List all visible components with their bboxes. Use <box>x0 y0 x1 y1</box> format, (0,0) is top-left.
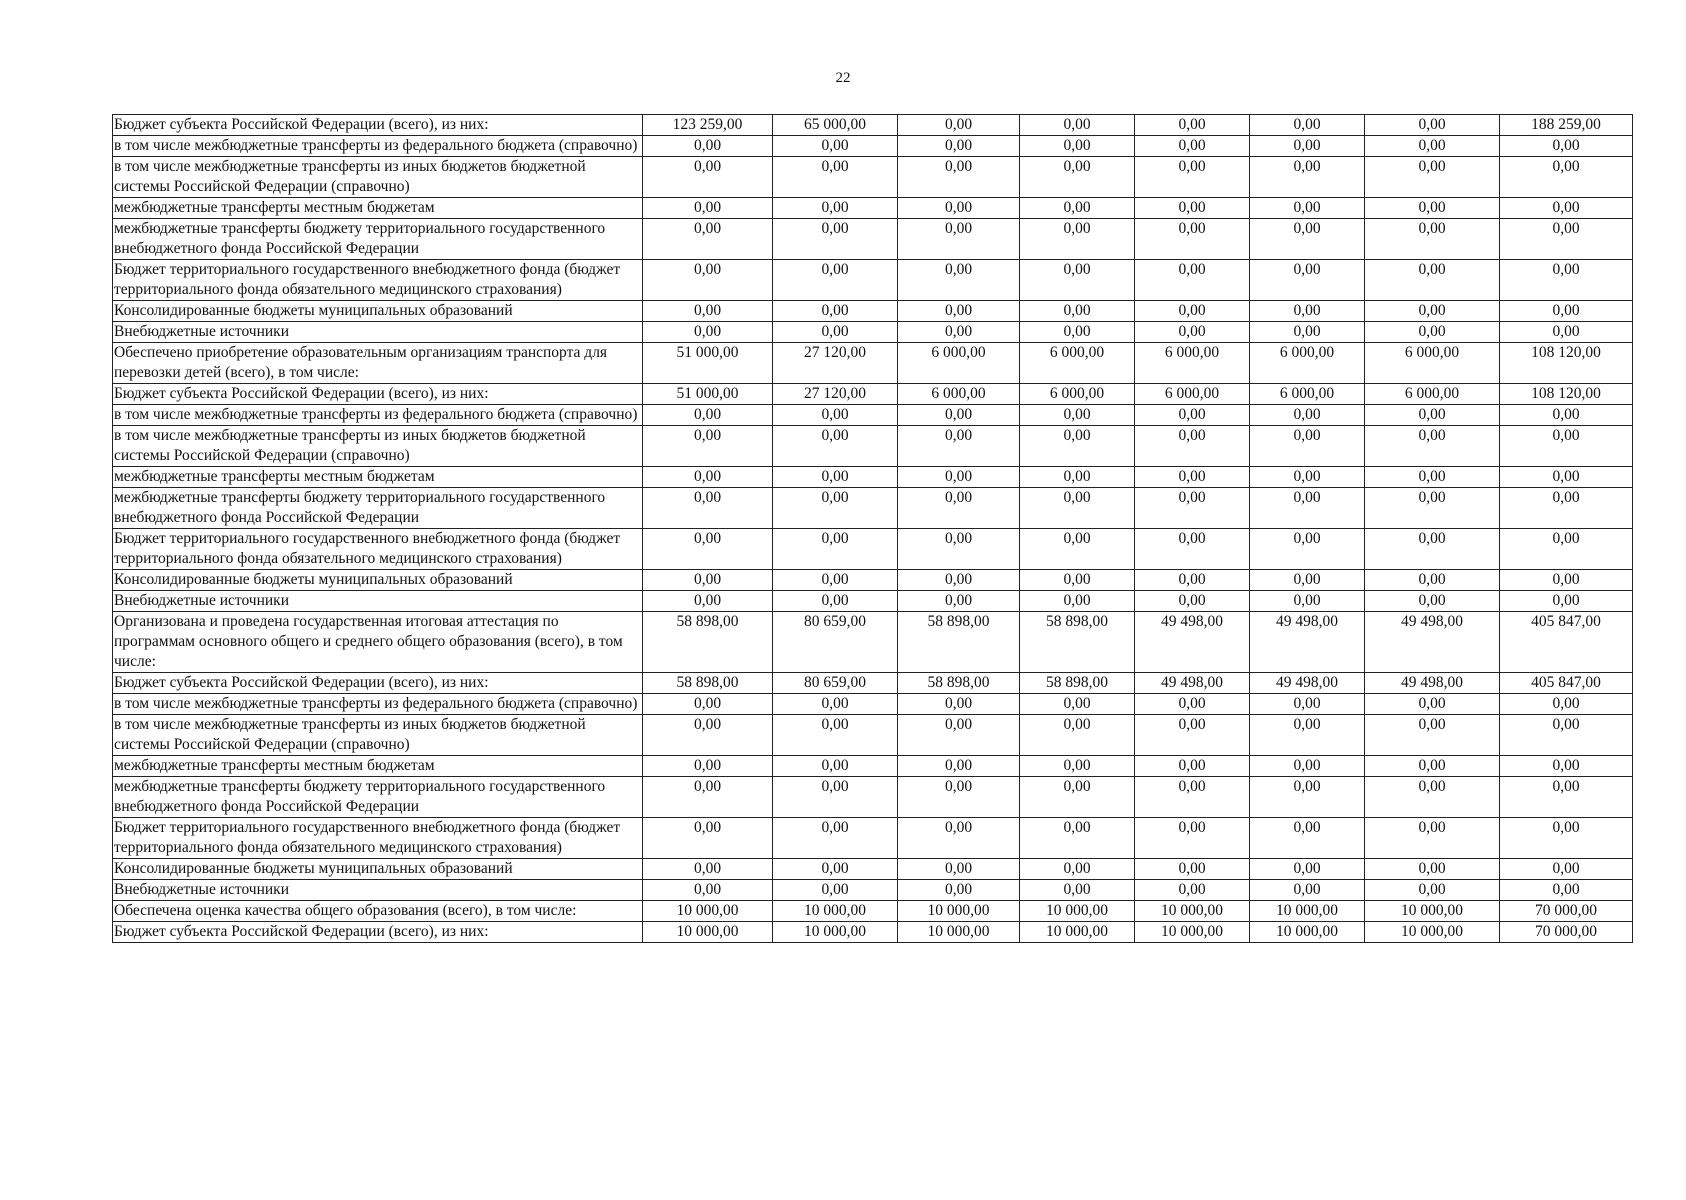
table-row <box>113 301 1633 322</box>
value-cell: 0,00 <box>643 880 773 901</box>
value-cell: 0,00 <box>773 715 898 756</box>
value-cell: 0,00 <box>1365 301 1500 322</box>
value-cell: 0,00 <box>898 198 1020 219</box>
value-cell: 49 498,00 <box>1250 612 1365 673</box>
row-total-cell: 0,00 <box>1500 570 1633 591</box>
row-label: межбюджетные трансферты местным бюджетам <box>113 198 643 219</box>
value-cell: 0,00 <box>1020 322 1135 343</box>
row-label: Бюджет субъекта Российской Федерации (всего), из них: <box>113 673 643 694</box>
value-cell: 0,00 <box>1020 136 1135 157</box>
row-total-cell: 108 120,00 <box>1500 384 1633 405</box>
value-cell: 10 000,00 <box>1020 901 1135 922</box>
table-row <box>113 612 1633 673</box>
value-cell: 10 000,00 <box>773 901 898 922</box>
value-cell: 0,00 <box>898 467 1020 488</box>
value-cell: 0,00 <box>643 136 773 157</box>
value-cell: 0,00 <box>1365 219 1500 260</box>
table-row <box>113 219 1633 260</box>
value-cell: 0,00 <box>898 880 1020 901</box>
value-cell: 58 898,00 <box>898 673 1020 694</box>
value-cell: 0,00 <box>1135 777 1250 818</box>
value-cell: 10 000,00 <box>898 922 1020 943</box>
table-row <box>113 880 1633 901</box>
value-cell: 0,00 <box>898 591 1020 612</box>
value-cell: 0,00 <box>898 694 1020 715</box>
value-cell: 0,00 <box>773 198 898 219</box>
value-cell: 0,00 <box>1250 115 1365 136</box>
value-cell: 10 000,00 <box>643 901 773 922</box>
value-cell: 0,00 <box>1020 591 1135 612</box>
row-total-cell: 70 000,00 <box>1500 901 1633 922</box>
table-row <box>113 488 1633 529</box>
row-total-cell: 188 259,00 <box>1500 115 1633 136</box>
value-cell: 0,00 <box>1020 260 1135 301</box>
value-cell: 0,00 <box>1020 198 1135 219</box>
row-total-cell: 0,00 <box>1500 157 1633 198</box>
value-cell: 10 000,00 <box>1020 922 1135 943</box>
value-cell: 58 898,00 <box>1020 612 1135 673</box>
value-cell: 6 000,00 <box>898 343 1020 384</box>
table-row <box>113 922 1633 943</box>
row-total-cell: 405 847,00 <box>1500 673 1633 694</box>
value-cell: 0,00 <box>1250 136 1365 157</box>
value-cell: 49 498,00 <box>1135 612 1250 673</box>
value-cell: 0,00 <box>1020 467 1135 488</box>
value-cell: 0,00 <box>1020 715 1135 756</box>
value-cell: 0,00 <box>1250 880 1365 901</box>
value-cell: 0,00 <box>643 694 773 715</box>
row-label: Консолидированные бюджеты муниципальных образований <box>113 570 643 591</box>
row-total-cell: 0,00 <box>1500 777 1633 818</box>
value-cell: 0,00 <box>1135 570 1250 591</box>
row-label: Бюджет субъекта Российской Федерации (всего), из них: <box>113 384 643 405</box>
value-cell: 0,00 <box>1135 198 1250 219</box>
value-cell: 0,00 <box>898 756 1020 777</box>
table-row <box>113 777 1633 818</box>
value-cell: 0,00 <box>643 488 773 529</box>
value-cell: 0,00 <box>1135 260 1250 301</box>
value-cell: 0,00 <box>1135 694 1250 715</box>
row-label: Внебюджетные источники <box>113 591 643 612</box>
row-total-cell: 0,00 <box>1500 322 1633 343</box>
value-cell: 10 000,00 <box>1250 922 1365 943</box>
value-cell: 10 000,00 <box>643 922 773 943</box>
value-cell: 0,00 <box>1020 529 1135 570</box>
value-cell: 0,00 <box>1250 859 1365 880</box>
value-cell: 0,00 <box>1020 777 1135 818</box>
value-cell: 0,00 <box>1365 694 1500 715</box>
value-cell: 0,00 <box>773 818 898 859</box>
row-total-cell: 0,00 <box>1500 136 1633 157</box>
value-cell: 0,00 <box>643 715 773 756</box>
row-label: Обеспечено приобретение образовательным организациям транспорта для перевозки детей (всего), в том числе: <box>113 343 643 384</box>
value-cell: 0,00 <box>643 322 773 343</box>
row-label: Внебюджетные источники <box>113 322 643 343</box>
value-cell: 0,00 <box>1365 426 1500 467</box>
value-cell: 0,00 <box>643 157 773 198</box>
row-label: межбюджетные трансферты бюджету территориального государственного внебюджетного фонда Российской Федерации <box>113 488 643 529</box>
value-cell: 0,00 <box>1020 818 1135 859</box>
value-cell: 0,00 <box>1250 198 1365 219</box>
value-cell: 0,00 <box>898 488 1020 529</box>
row-total-cell: 0,00 <box>1500 756 1633 777</box>
value-cell: 0,00 <box>1135 715 1250 756</box>
value-cell: 0,00 <box>1135 880 1250 901</box>
value-cell: 0,00 <box>773 405 898 426</box>
value-cell: 51 000,00 <box>643 384 773 405</box>
table-row <box>113 198 1633 219</box>
value-cell: 0,00 <box>1135 322 1250 343</box>
value-cell: 0,00 <box>1135 115 1250 136</box>
value-cell: 0,00 <box>1020 301 1135 322</box>
value-cell: 6 000,00 <box>1020 384 1135 405</box>
row-total-cell: 0,00 <box>1500 715 1633 756</box>
value-cell: 0,00 <box>1135 136 1250 157</box>
value-cell: 0,00 <box>643 570 773 591</box>
table-row <box>113 405 1633 426</box>
value-cell: 0,00 <box>1020 570 1135 591</box>
row-label: в том числе межбюджетные трансферты из федерального бюджета (справочно) <box>113 694 643 715</box>
value-cell: 0,00 <box>1365 818 1500 859</box>
value-cell: 0,00 <box>773 694 898 715</box>
value-cell: 0,00 <box>773 301 898 322</box>
value-cell: 0,00 <box>643 777 773 818</box>
value-cell: 6 000,00 <box>1365 384 1500 405</box>
value-cell: 0,00 <box>898 777 1020 818</box>
value-cell: 0,00 <box>773 426 898 467</box>
value-cell: 0,00 <box>1365 859 1500 880</box>
row-total-cell: 108 120,00 <box>1500 343 1633 384</box>
row-total-cell: 405 847,00 <box>1500 612 1633 673</box>
value-cell: 0,00 <box>643 467 773 488</box>
row-total-cell: 0,00 <box>1500 198 1633 219</box>
value-cell: 0,00 <box>1135 488 1250 529</box>
value-cell: 10 000,00 <box>1135 901 1250 922</box>
value-cell: 0,00 <box>1135 818 1250 859</box>
value-cell: 0,00 <box>1365 777 1500 818</box>
value-cell: 0,00 <box>643 405 773 426</box>
table-body <box>113 115 1633 943</box>
value-cell: 0,00 <box>1365 756 1500 777</box>
value-cell: 0,00 <box>1365 115 1500 136</box>
value-cell: 0,00 <box>1135 405 1250 426</box>
value-cell: 0,00 <box>1135 301 1250 322</box>
row-label: Внебюджетные источники <box>113 880 643 901</box>
value-cell: 0,00 <box>773 570 898 591</box>
value-cell: 0,00 <box>1135 756 1250 777</box>
page-number: 22 <box>835 70 851 86</box>
value-cell: 0,00 <box>1020 756 1135 777</box>
row-label: Бюджет субъекта Российской Федерации (всего), из них: <box>113 922 643 943</box>
value-cell: 6 000,00 <box>1365 343 1500 384</box>
table-row <box>113 260 1633 301</box>
value-cell: 0,00 <box>773 880 898 901</box>
value-cell: 10 000,00 <box>1365 922 1500 943</box>
value-cell: 51 000,00 <box>643 343 773 384</box>
value-cell: 58 898,00 <box>898 612 1020 673</box>
row-total-cell: 0,00 <box>1500 301 1633 322</box>
value-cell: 0,00 <box>898 219 1020 260</box>
table-row <box>113 384 1633 405</box>
value-cell: 0,00 <box>1250 818 1365 859</box>
value-cell: 0,00 <box>643 818 773 859</box>
value-cell: 0,00 <box>1135 219 1250 260</box>
value-cell: 0,00 <box>1020 157 1135 198</box>
row-label: межбюджетные трансферты местным бюджетам <box>113 467 643 488</box>
table-row <box>113 570 1633 591</box>
row-label: Бюджет территориального государственного внебюджетного фонда (бюджет территориального фонда обязательного медицинского страхования) <box>113 818 643 859</box>
value-cell: 0,00 <box>773 859 898 880</box>
value-cell: 6 000,00 <box>1135 343 1250 384</box>
value-cell: 49 498,00 <box>1365 673 1500 694</box>
value-cell: 0,00 <box>898 570 1020 591</box>
value-cell: 0,00 <box>1365 880 1500 901</box>
value-cell: 58 898,00 <box>643 673 773 694</box>
value-cell: 49 498,00 <box>1365 612 1500 673</box>
row-label: межбюджетные трансферты местным бюджетам <box>113 756 643 777</box>
table-row <box>113 818 1633 859</box>
value-cell: 0,00 <box>773 322 898 343</box>
row-total-cell: 0,00 <box>1500 488 1633 529</box>
value-cell: 0,00 <box>898 715 1020 756</box>
value-cell: 0,00 <box>773 219 898 260</box>
value-cell: 10 000,00 <box>773 922 898 943</box>
value-cell: 10 000,00 <box>1250 901 1365 922</box>
value-cell: 0,00 <box>1250 219 1365 260</box>
value-cell: 0,00 <box>773 260 898 301</box>
value-cell: 0,00 <box>1135 591 1250 612</box>
value-cell: 0,00 <box>1020 488 1135 529</box>
row-total-cell: 0,00 <box>1500 529 1633 570</box>
value-cell: 0,00 <box>1365 322 1500 343</box>
value-cell: 0,00 <box>1135 157 1250 198</box>
row-label: в том числе межбюджетные трансферты из иных бюджетов бюджетной системы Российской Федерации (справочно) <box>113 426 643 467</box>
row-label: Бюджет территориального государственного внебюджетного фонда (бюджет территориального фонда обязательного медицинского страхования) <box>113 529 643 570</box>
value-cell: 0,00 <box>643 859 773 880</box>
value-cell: 0,00 <box>1365 591 1500 612</box>
row-label: Бюджет субъекта Российской Федерации (всего), из них: <box>113 115 643 136</box>
value-cell: 123 259,00 <box>643 115 773 136</box>
table-row <box>113 136 1633 157</box>
value-cell: 0,00 <box>773 591 898 612</box>
value-cell: 0,00 <box>1365 715 1500 756</box>
table-row <box>113 591 1633 612</box>
table-row <box>113 322 1633 343</box>
value-cell: 0,00 <box>898 136 1020 157</box>
value-cell: 0,00 <box>1250 591 1365 612</box>
value-cell: 0,00 <box>773 467 898 488</box>
value-cell: 0,00 <box>1020 859 1135 880</box>
value-cell: 27 120,00 <box>773 384 898 405</box>
value-cell: 0,00 <box>1135 467 1250 488</box>
value-cell: 0,00 <box>1250 488 1365 529</box>
value-cell: 0,00 <box>1020 219 1135 260</box>
budget-table <box>112 114 1633 943</box>
row-label: Консолидированные бюджеты муниципальных образований <box>113 301 643 322</box>
value-cell: 0,00 <box>898 115 1020 136</box>
value-cell: 0,00 <box>643 260 773 301</box>
value-cell: 0,00 <box>1365 529 1500 570</box>
row-label: в том числе межбюджетные трансферты из иных бюджетов бюджетной системы Российской Федерации (справочно) <box>113 715 643 756</box>
row-total-cell: 0,00 <box>1500 467 1633 488</box>
row-total-cell: 0,00 <box>1500 260 1633 301</box>
row-label: в том числе межбюджетные трансферты из иных бюджетов бюджетной системы Российской Федерации (справочно) <box>113 157 643 198</box>
value-cell: 0,00 <box>1250 570 1365 591</box>
value-cell: 58 898,00 <box>1020 673 1135 694</box>
value-cell: 0,00 <box>898 426 1020 467</box>
value-cell: 0,00 <box>643 219 773 260</box>
value-cell: 0,00 <box>898 260 1020 301</box>
value-cell: 0,00 <box>643 426 773 467</box>
value-cell: 0,00 <box>643 198 773 219</box>
value-cell: 10 000,00 <box>1365 901 1500 922</box>
value-cell: 0,00 <box>1250 260 1365 301</box>
value-cell: 0,00 <box>773 488 898 529</box>
value-cell: 65 000,00 <box>773 115 898 136</box>
value-cell: 0,00 <box>1250 467 1365 488</box>
table-row <box>113 115 1633 136</box>
value-cell: 0,00 <box>1365 570 1500 591</box>
value-cell: 0,00 <box>643 301 773 322</box>
value-cell: 10 000,00 <box>898 901 1020 922</box>
value-cell: 0,00 <box>1250 715 1365 756</box>
row-total-cell: 0,00 <box>1500 880 1633 901</box>
value-cell: 0,00 <box>1250 301 1365 322</box>
value-cell: 0,00 <box>898 322 1020 343</box>
value-cell: 0,00 <box>1365 467 1500 488</box>
value-cell: 0,00 <box>1250 157 1365 198</box>
table-row <box>113 715 1633 756</box>
value-cell: 0,00 <box>1020 694 1135 715</box>
value-cell: 6 000,00 <box>1020 343 1135 384</box>
value-cell: 80 659,00 <box>773 673 898 694</box>
table-row <box>113 756 1633 777</box>
value-cell: 0,00 <box>1020 115 1135 136</box>
value-cell: 0,00 <box>1250 322 1365 343</box>
row-label: Консолидированные бюджеты муниципальных образований <box>113 859 643 880</box>
value-cell: 0,00 <box>1250 426 1365 467</box>
value-cell: 0,00 <box>1020 405 1135 426</box>
value-cell: 0,00 <box>1250 777 1365 818</box>
value-cell: 0,00 <box>1365 136 1500 157</box>
table-row <box>113 673 1633 694</box>
row-total-cell: 0,00 <box>1500 426 1633 467</box>
row-label: в том числе межбюджетные трансферты из федерального бюджета (справочно) <box>113 136 643 157</box>
value-cell: 6 000,00 <box>1250 384 1365 405</box>
value-cell: 10 000,00 <box>1135 922 1250 943</box>
value-cell: 0,00 <box>1365 157 1500 198</box>
value-cell: 0,00 <box>898 529 1020 570</box>
row-label: межбюджетные трансферты бюджету территориального государственного внебюджетного фонда Российской Федерации <box>113 219 643 260</box>
row-label: в том числе межбюджетные трансферты из федерального бюджета (справочно) <box>113 405 643 426</box>
value-cell: 0,00 <box>773 756 898 777</box>
value-cell: 58 898,00 <box>643 612 773 673</box>
value-cell: 0,00 <box>1250 529 1365 570</box>
table-row <box>113 467 1633 488</box>
row-label: Бюджет территориального государственного внебюджетного фонда (бюджет территориального фонда обязательного медицинского страхования) <box>113 260 643 301</box>
row-total-cell: 0,00 <box>1500 405 1633 426</box>
value-cell: 0,00 <box>1365 405 1500 426</box>
value-cell: 0,00 <box>1250 694 1365 715</box>
row-total-cell: 0,00 <box>1500 694 1633 715</box>
value-cell: 80 659,00 <box>773 612 898 673</box>
row-total-cell: 0,00 <box>1500 219 1633 260</box>
value-cell: 6 000,00 <box>898 384 1020 405</box>
row-label: Организована и проведена государственная итоговая аттестация по программам основного общего и среднего общего образования (всего), в том числе: <box>113 612 643 673</box>
value-cell: 0,00 <box>898 405 1020 426</box>
value-cell: 0,00 <box>898 818 1020 859</box>
value-cell: 0,00 <box>773 157 898 198</box>
row-total-cell: 70 000,00 <box>1500 922 1633 943</box>
value-cell: 0,00 <box>1135 529 1250 570</box>
table-row <box>113 529 1633 570</box>
table-row <box>113 694 1633 715</box>
row-total-cell: 0,00 <box>1500 591 1633 612</box>
value-cell: 0,00 <box>898 157 1020 198</box>
row-label: Обеспечена оценка качества общего образования (всего), в том числе: <box>113 901 643 922</box>
table-row <box>113 426 1633 467</box>
value-cell: 0,00 <box>1365 260 1500 301</box>
value-cell: 0,00 <box>1020 880 1135 901</box>
value-cell: 0,00 <box>643 756 773 777</box>
table-row <box>113 157 1633 198</box>
table-row <box>113 859 1633 880</box>
value-cell: 0,00 <box>898 859 1020 880</box>
value-cell: 0,00 <box>1365 198 1500 219</box>
value-cell: 6 000,00 <box>1135 384 1250 405</box>
value-cell: 27 120,00 <box>773 343 898 384</box>
value-cell: 0,00 <box>898 301 1020 322</box>
row-label: межбюджетные трансферты бюджету территориального государственного внебюджетного фонда Российской Федерации <box>113 777 643 818</box>
value-cell: 49 498,00 <box>1135 673 1250 694</box>
table-row <box>113 901 1633 922</box>
value-cell: 0,00 <box>1135 426 1250 467</box>
value-cell: 0,00 <box>773 777 898 818</box>
value-cell: 0,00 <box>1135 859 1250 880</box>
row-total-cell: 0,00 <box>1500 859 1633 880</box>
value-cell: 0,00 <box>773 529 898 570</box>
value-cell: 49 498,00 <box>1250 673 1365 694</box>
value-cell: 0,00 <box>773 136 898 157</box>
value-cell: 0,00 <box>643 529 773 570</box>
value-cell: 0,00 <box>643 591 773 612</box>
value-cell: 0,00 <box>1250 756 1365 777</box>
value-cell: 0,00 <box>1250 405 1365 426</box>
row-total-cell: 0,00 <box>1500 818 1633 859</box>
value-cell: 0,00 <box>1365 488 1500 529</box>
value-cell: 0,00 <box>1020 426 1135 467</box>
value-cell: 6 000,00 <box>1250 343 1365 384</box>
table-row <box>113 343 1633 384</box>
